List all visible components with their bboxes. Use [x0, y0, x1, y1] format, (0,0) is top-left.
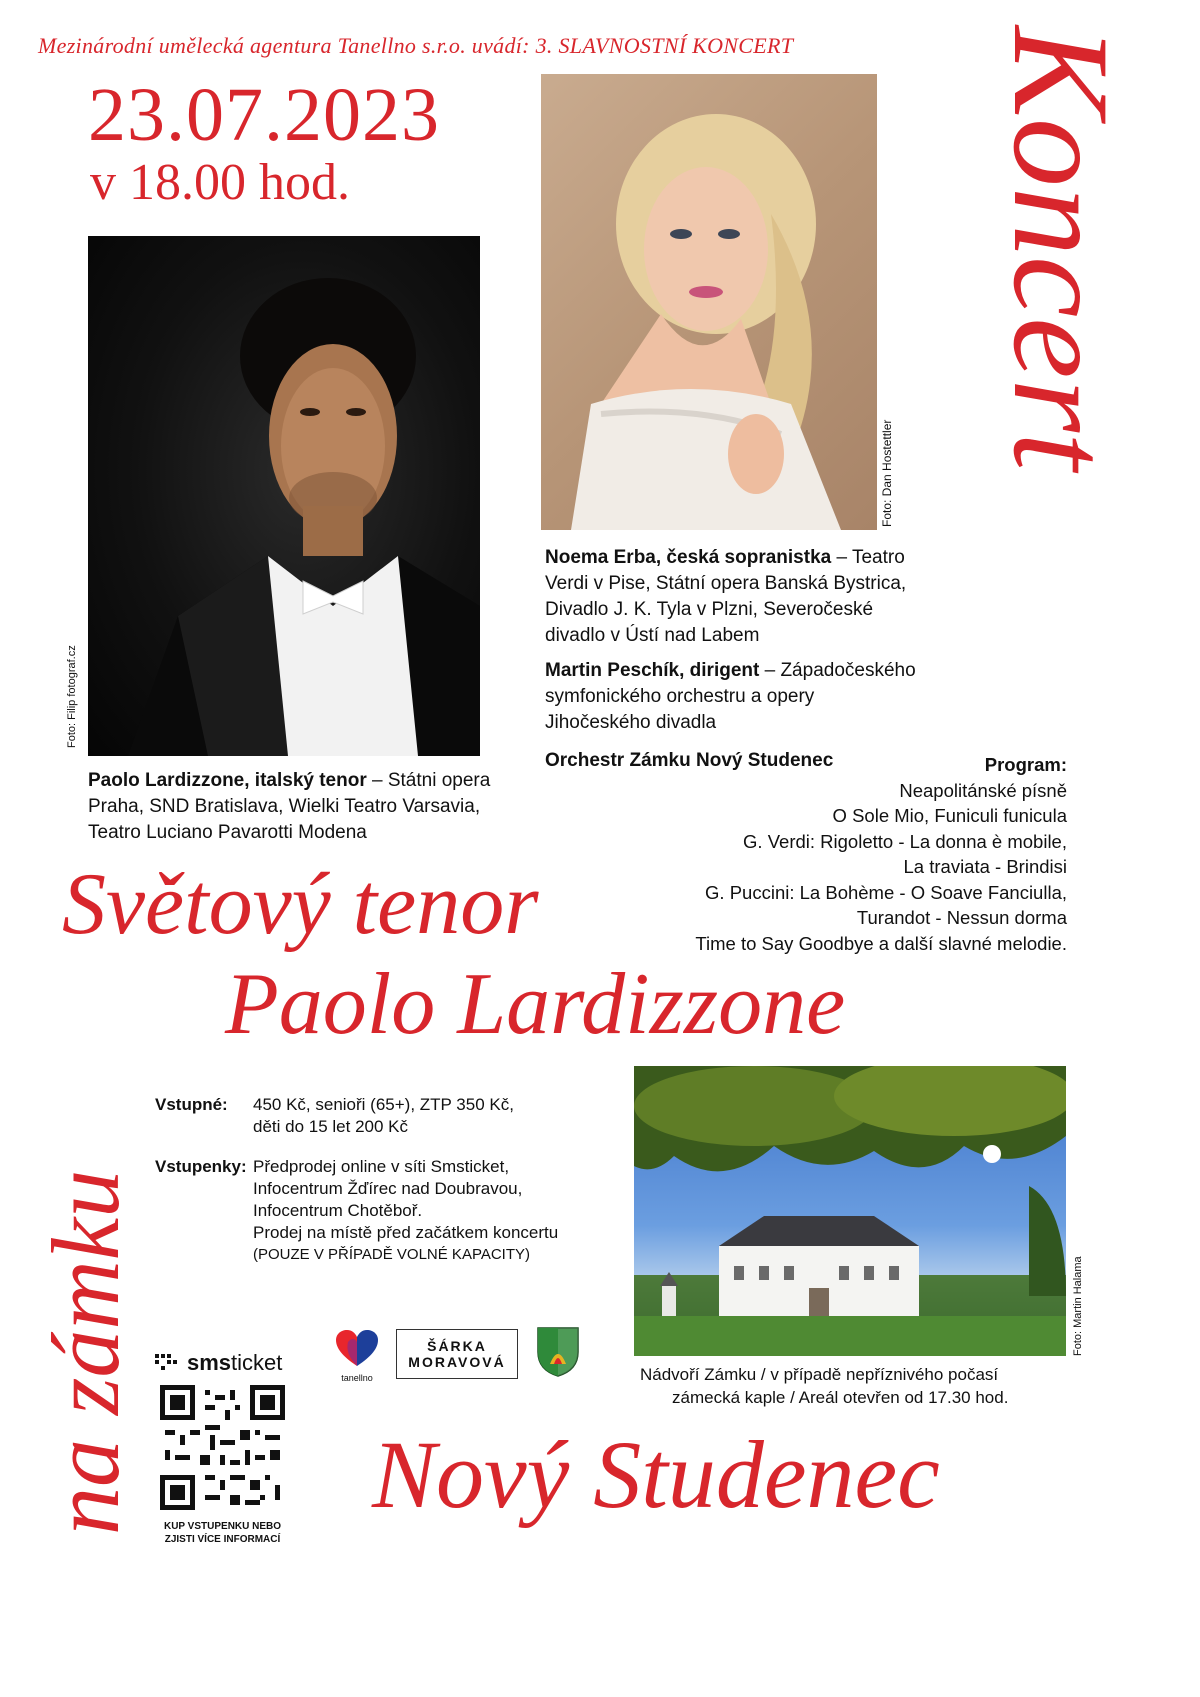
sale-line-2: Infocentrum Žďírec nad Doubravou, — [253, 1179, 523, 1198]
program-line: G. Verdi: Rigoletto - La donna è mobile, — [743, 830, 1067, 852]
smsticket-rest: ticket — [231, 1350, 283, 1375]
tanellno-label: tanellno — [341, 1373, 373, 1383]
castle-photo-credit: Foto: Martin Halama — [1072, 1256, 1084, 1356]
soprano-photo — [541, 74, 877, 530]
castle-photo — [634, 1066, 1066, 1356]
tenor-desc-2: Praha, SND Bratislava, Wielki Teatro Varsavia, — [88, 796, 481, 817]
conductor-name: Martin Peschík, dirigent — [545, 660, 760, 681]
conductor-desc-2: symfonického orchestru a opery — [545, 686, 815, 707]
soprano-caption — [545, 545, 925, 649]
coat-of-arms-icon — [536, 1326, 580, 1378]
conductor-caption — [545, 658, 935, 736]
heart-icon — [334, 1328, 380, 1368]
soprano-desc-4: divadlo v Ústí nad Labem — [545, 625, 760, 646]
tenor-name: Paolo Lardizzone, italský tenor — [88, 770, 367, 791]
soprano-name: Noema Erba, česká sopranistka — [545, 547, 832, 568]
tenor-desc-3: Teatro Luciano Pavarotti Modena — [88, 822, 367, 843]
smsticket-dots-icon — [155, 1352, 185, 1374]
qr-caption-line-2: ZJISTI VÍCE INFORMACÍ — [164, 1534, 281, 1545]
tenor-portrait-illustration — [88, 236, 480, 756]
sale-line-4: Prodej na místě před začátkem koncertu — [253, 1223, 559, 1242]
sarka-moravova-logo — [396, 1329, 518, 1379]
venue-note-line-1: Nádvoří Zámku / v případě nepříznivého počasí — [640, 1365, 999, 1384]
sarka-line-1: ŠÁRKA — [427, 1338, 487, 1354]
qr-code-icon — [160, 1385, 285, 1510]
conductor-desc-3: Jihočeského divadla — [545, 712, 717, 733]
entry-info — [155, 1094, 514, 1138]
sale-line-1: Předprodej online v síti Smsticket, — [253, 1157, 510, 1176]
program-line: O Sole Mio, Funiculi funicula — [832, 805, 1067, 826]
soprano-desc-1: – Teatro — [831, 547, 905, 568]
tenor-photo-credit: Foto: Filip fotograf.cz — [66, 645, 78, 748]
venue-note-line-2: zámecká kaple / Areál otevřen od 17.30 hod. — [672, 1388, 1009, 1407]
program-line: Neapolitánské písně — [899, 779, 1067, 801]
venue-note — [640, 1363, 1008, 1409]
sarka-line-2: MORAVOVÁ — [408, 1354, 506, 1370]
headline-line-1: Světový tenor — [62, 856, 539, 953]
program-line: La traviata - Brindisi — [903, 856, 1067, 877]
program-line: Turandot - Nessun dorma — [856, 907, 1067, 928]
vertical-title-koncert: Koncert — [985, 26, 1138, 471]
tenor-desc-1: – Státni opera — [366, 770, 491, 791]
event-time: v 18.00 hod. — [90, 154, 350, 211]
coat-of-arms — [536, 1326, 580, 1383]
sale-line-5: (POUZE V PŘÍPADĚ VOLNÉ KAPACITY) — [253, 1246, 531, 1263]
soprano-desc-2: Verdi v Pise, Státní opera Banská Bystrica, — [545, 573, 907, 594]
qr-caption-line-1: KUP VSTUPENKU NEBO — [163, 1521, 282, 1532]
tanellno-logo — [333, 1328, 381, 1383]
qr-code[interactable] — [160, 1385, 285, 1510]
sale-line-3: Infocentrum Chotěboř. — [253, 1201, 423, 1220]
vertical-title-na-zamku: na zámku — [32, 1169, 139, 1535]
qr-caption — [150, 1520, 295, 1546]
smsticket-logo — [155, 1350, 282, 1376]
presenter-line: Mezinárodní umělecká agentura Tanellno s.r.o. uvádí: 3. SLAVNOSTNÍ KONCERT — [38, 33, 794, 58]
program-block — [695, 752, 1067, 956]
program-line: Time to Say Goodbye a další slavné melodie. — [695, 932, 1067, 954]
soprano-portrait-illustration — [541, 74, 877, 530]
program-line: G. Puccini: La Bohème - O Soave Fanciulla, — [705, 881, 1067, 903]
program-heading: Program: — [984, 754, 1067, 775]
entry-line-2: děti do 15 let 200 Kč — [253, 1117, 409, 1136]
tenor-caption — [88, 768, 508, 846]
entry-line-1: 450 Kč, senioři (65+), ZTP 350 Kč, — [253, 1095, 514, 1114]
tenor-photo — [88, 236, 480, 756]
entry-label: Vstupné: — [155, 1095, 228, 1114]
castle-illustration — [634, 1066, 1066, 1356]
event-date: 23.07.2023 — [88, 73, 440, 157]
smsticket-bold: sms — [187, 1350, 232, 1375]
soprano-photo-credit: Foto: Dan Hostettler — [880, 419, 894, 527]
venue-title: Nový Studenec — [372, 1421, 940, 1528]
conductor-desc-1: – Západočeského — [759, 660, 916, 681]
orchestra-name: Orchestr Zámku Nový Studenec — [545, 750, 834, 771]
sale-info — [155, 1156, 558, 1266]
sale-label: Vstupenky: — [155, 1157, 247, 1176]
soprano-desc-3: Divadlo J. K. Tyla v Plzni, Severočeské — [545, 599, 874, 620]
headline-line-2: Paolo Lardizzone — [225, 956, 846, 1053]
